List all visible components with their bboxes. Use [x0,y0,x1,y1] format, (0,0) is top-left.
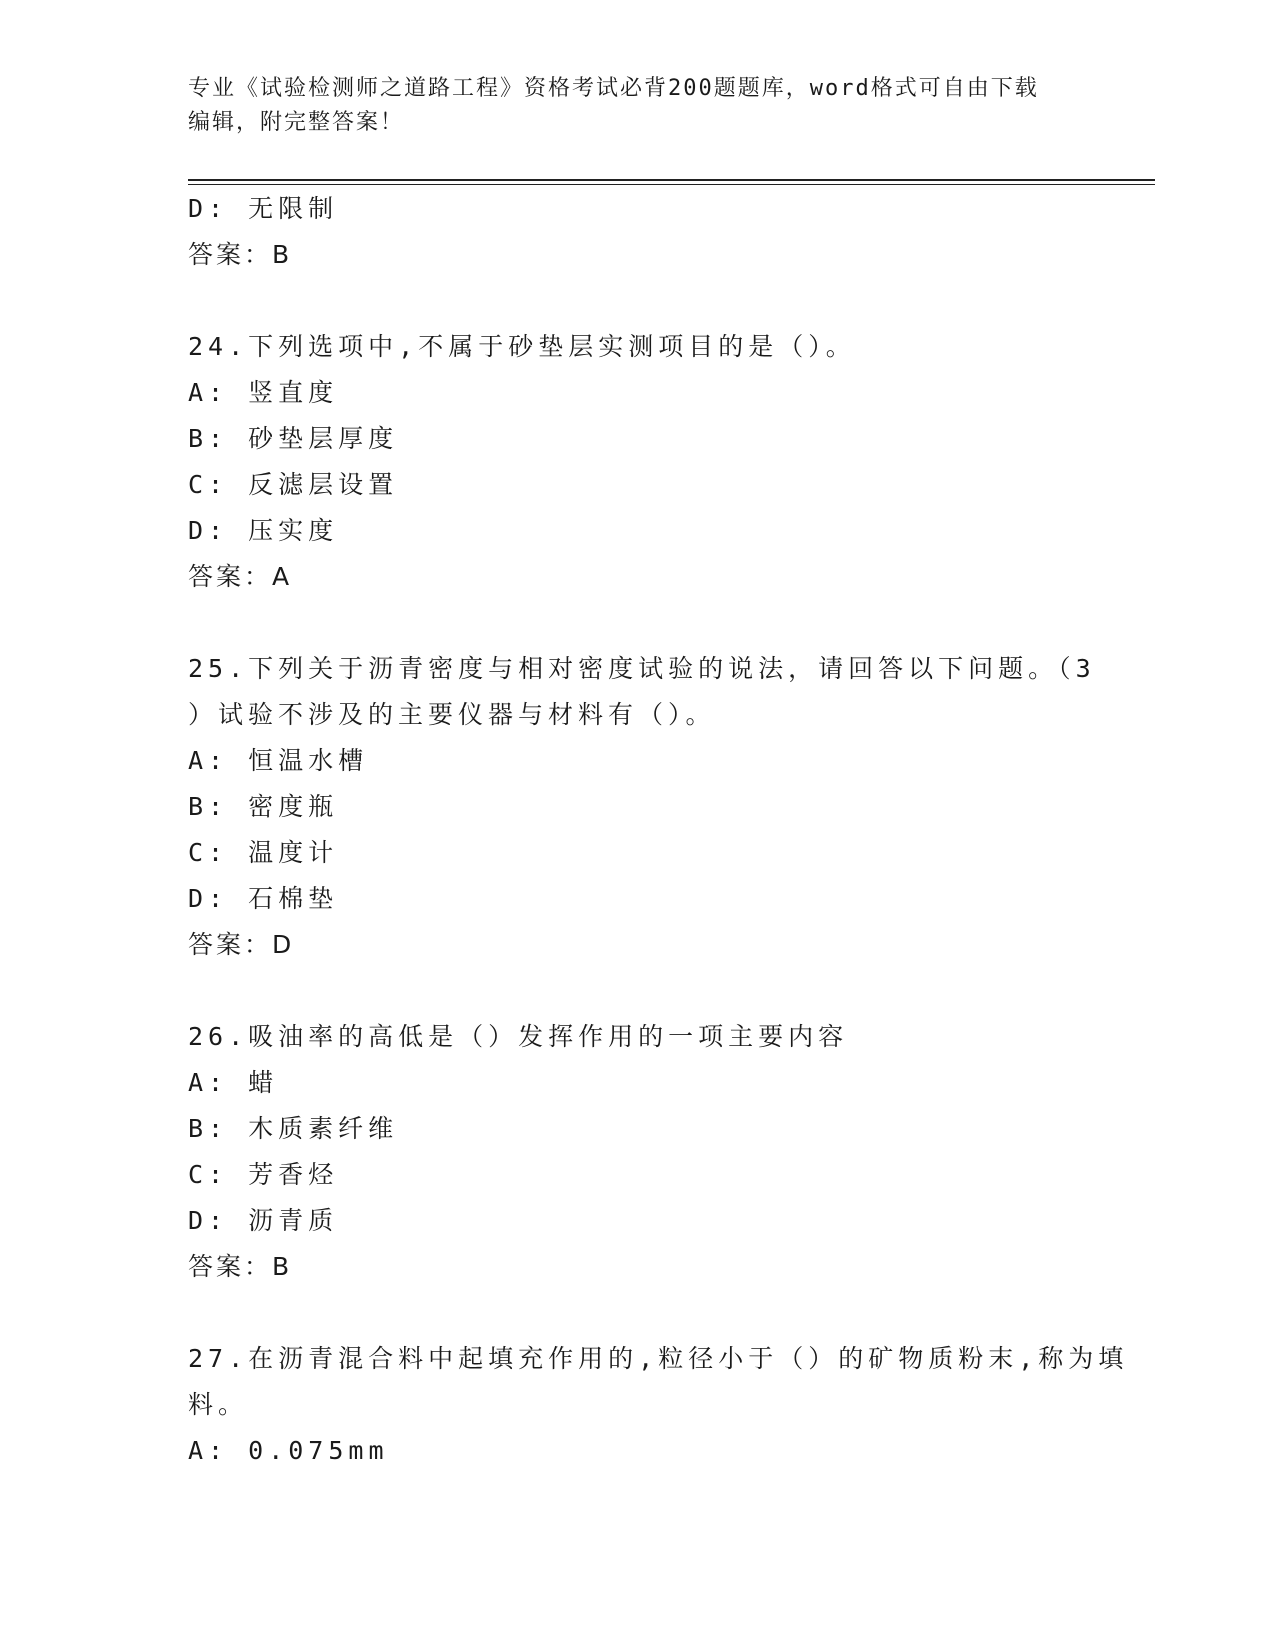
option-d: D: 沥青质 [188,1206,339,1235]
question-text-continued: 料。 [188,1390,249,1419]
question-24 [188,324,1088,600]
previous-question-tail [188,186,1088,278]
option-d: D: 压实度 [188,516,339,545]
document-body [188,186,1129,1474]
question-text: 27.在沥青混合料中起填充作用的,粒径小于（）的矿物质粉末,称为填 [188,1344,1129,1373]
question-25 [188,646,1096,968]
option-a: A: 蜡 [188,1068,279,1097]
option-c: C: 温度计 [188,838,339,867]
question-text: 25.下列关于沥青密度与相对密度试验的说法，请回答以下问题。（3 [188,654,1096,683]
page-header [188,72,1068,140]
answer-line: 答案：B [188,1252,293,1281]
question-text: 26.吸油率的高低是（）发挥作用的一项主要内容 [188,1022,849,1051]
option-d: D: 石棉垫 [188,884,339,913]
answer-line: 答案：B [188,240,293,269]
header-line-1: 专业《试验检测师之道路工程》资格考试必背200题题库，word格式可自由下载 [188,76,1039,101]
option-d: D: 无限制 [188,194,339,223]
question-27 [188,1336,1129,1474]
option-c: C: 芳香烃 [188,1160,339,1189]
option-b: B: 木质素纤维 [188,1114,399,1143]
option-b: B: 砂垫层厚度 [188,424,399,453]
option-a: A: 恒温水槽 [188,746,369,775]
header-rule-thick [188,179,1155,181]
question-text-continued: ）试验不涉及的主要仪器与材料有（）。 [188,700,716,729]
option-a: A: 0.075mm [188,1436,389,1465]
option-c: C: 反滤层设置 [188,470,399,499]
answer-line: 答案：A [188,562,293,591]
header-line-2: 编辑，附完整答案！ [188,110,405,135]
option-b: B: 密度瓶 [188,792,339,821]
answer-line: 答案：D [188,930,295,959]
question-26 [188,1014,1088,1290]
option-a: A: 竖直度 [188,378,339,407]
header-rule-thin [188,184,1155,185]
question-text: 24.下列选项中,不属于砂垫层实测项目的是（）。 [188,332,856,361]
